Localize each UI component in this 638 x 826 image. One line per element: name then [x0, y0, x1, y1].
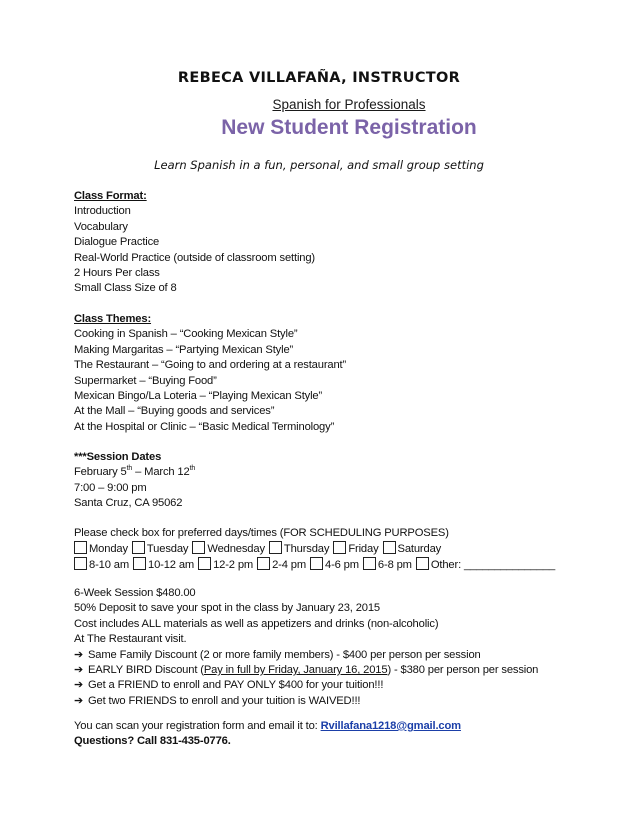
list-item: Dialogue Practice	[74, 236, 160, 249]
checkbox[interactable]	[133, 557, 146, 570]
early-bird-deadline: Pay in full by Friday, January 16, 2015	[203, 663, 388, 676]
early-bird-price: ) - $380 per person per session	[387, 663, 539, 676]
day-label: Friday	[348, 543, 379, 556]
class-themes-section	[74, 312, 614, 435]
day-label: Saturday	[397, 543, 442, 556]
discount-friend	[74, 678, 614, 693]
checkbox[interactable]	[257, 557, 270, 570]
discount-two-friends	[74, 694, 614, 709]
checkbox[interactable]	[74, 557, 87, 570]
day-option[interactable]	[74, 543, 128, 555]
email-link[interactable]: Rvillafana1218@gmail.com	[320, 720, 461, 732]
other-option[interactable]	[416, 559, 555, 571]
time-options	[74, 557, 614, 572]
day-option[interactable]	[383, 543, 442, 555]
time-label: 2-4 pm	[272, 558, 306, 571]
class-format-heading: Class Format:	[74, 190, 147, 202]
other-label[interactable]: Other: _______________	[430, 558, 556, 571]
list-item: 2 Hours Per class	[74, 266, 160, 279]
time-option[interactable]	[74, 559, 129, 571]
dates-start: February 5	[74, 466, 127, 479]
email-line	[74, 719, 614, 734]
list-item: At the Mall – “Buying goods and services”	[74, 405, 275, 418]
day-label: Tuesday	[146, 543, 189, 556]
course-subtitle: Spanish for Professionals	[272, 97, 426, 112]
discount-family-text: Same Family Discount (2 or more family members) - $400 per person per session	[88, 648, 481, 661]
checkbox[interactable]	[192, 541, 205, 554]
day-option[interactable]	[333, 543, 378, 555]
time-option[interactable]	[133, 559, 194, 571]
pricing-section	[74, 586, 614, 709]
scan-text: You can scan your registration form and email it to:	[74, 720, 321, 732]
time-label: 6-8 pm	[377, 558, 412, 571]
checkbox[interactable]	[383, 541, 396, 554]
friend-two-text: Get two FRIENDS to enroll and your tuition is WAIVED!!!	[88, 694, 361, 707]
day-option[interactable]	[192, 543, 265, 555]
list-item: Cooking in Spanish – “Cooking Mexican Style”	[74, 328, 298, 341]
friend-one-text: Get a FRIEND to enroll and PAY ONLY $400 for your tuition!!!	[88, 679, 384, 692]
time-option[interactable]	[198, 559, 253, 571]
session-section	[74, 450, 614, 512]
list-item: The Restaurant – “Going to and ordering at a restaurant”	[74, 359, 347, 372]
list-item: Introduction	[74, 205, 131, 218]
scheduling-prompt: Please check box for preferred days/times (FOR SCHEDULING PURPOSES)	[74, 527, 449, 539]
restaurant-info: At The Restaurant visit.	[74, 633, 187, 646]
day-option[interactable]	[132, 543, 188, 555]
list-item: Real-World Practice (outside of classroom setting)	[74, 251, 315, 264]
time-label: 8-10 am	[89, 558, 129, 571]
time-option[interactable]	[310, 559, 359, 571]
session-heading: ***Session Dates	[74, 451, 162, 463]
session-price: 6-Week Session $480.00	[74, 587, 196, 599]
day-label: Thursday	[283, 543, 330, 556]
checkbox[interactable]	[416, 557, 429, 570]
checkbox[interactable]	[310, 557, 323, 570]
early-bird-label: EARLY BIRD Discount (	[88, 663, 204, 676]
arrow-right-icon: ➔	[74, 648, 84, 661]
session-dates	[74, 465, 614, 480]
dates-end-suffix: th	[189, 465, 196, 473]
list-item: Vocabulary	[74, 220, 128, 233]
time-option[interactable]	[363, 559, 412, 571]
class-format-section	[74, 189, 614, 297]
contact-section	[74, 719, 614, 750]
day-label: Wednesday	[207, 543, 265, 556]
arrow-right-icon: ➔	[74, 679, 84, 692]
checkbox[interactable]	[269, 541, 282, 554]
questions-phone: Questions? Call 831-435-0776.	[74, 735, 231, 748]
day-options	[74, 541, 614, 556]
checkbox[interactable]	[333, 541, 346, 554]
list-item: Mexican Bingo/La Loteria – “Playing Mexican Style”	[74, 389, 323, 402]
page-title: New Student Registration	[221, 116, 477, 139]
time-label: 4-6 pm	[325, 558, 359, 571]
deposit-info: 50% Deposit to save your spot in the class by January 23, 2015	[74, 602, 380, 615]
day-label: Monday	[89, 543, 128, 556]
scheduling-section	[74, 526, 614, 572]
instructor-name: REBECA VILLAFAÑA, INSTRUCTOR	[177, 70, 461, 86]
checkbox[interactable]	[198, 557, 211, 570]
list-item: At the Hospital or Clinic – “Basic Medical Terminology”	[74, 420, 335, 433]
dates-start-suffix: th	[126, 465, 133, 473]
discount-family	[74, 648, 614, 663]
discount-early-bird	[74, 663, 614, 678]
checkbox[interactable]	[132, 541, 145, 554]
list-item: Small Class Size of 8	[74, 282, 177, 295]
arrow-right-icon: ➔	[74, 663, 84, 676]
list-item: Making Margaritas – “Partying Mexican Style”	[74, 343, 294, 356]
checkbox[interactable]	[363, 557, 376, 570]
time-label: 10-12 am	[148, 558, 195, 571]
time-label: 12-2 pm	[213, 558, 254, 571]
arrow-right-icon: ➔	[74, 694, 84, 707]
day-option[interactable]	[269, 543, 329, 555]
time-option[interactable]	[257, 559, 306, 571]
checkbox[interactable]	[74, 541, 87, 554]
session-location: Santa Cruz, CA 95062	[74, 497, 183, 510]
tagline: Learn Spanish in a fun, personal, and small group setting	[154, 158, 484, 172]
class-themes-heading: Class Themes:	[74, 313, 152, 325]
session-time: 7:00 – 9:00 pm	[74, 481, 147, 494]
includes-info: Cost includes ALL materials as well as appetizers and drinks (non-alcoholic)	[74, 617, 439, 630]
list-item: Supermarket – “Buying Food”	[74, 374, 217, 387]
dates-end: – March 12	[132, 466, 190, 479]
